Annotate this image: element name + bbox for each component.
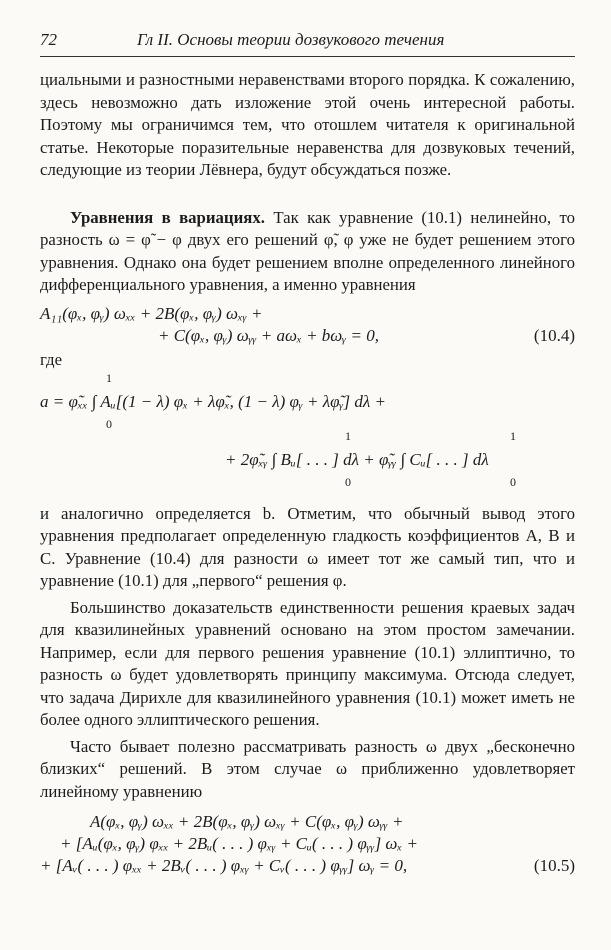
paragraph-variations [40,207,575,297]
paragraph-variations-text: Так как уравнение (10.1) нелинейно, то разность ω = φ̃ − φ двух его решений φ̃, φ уже не будет решением этого уравнения. Однако она будет решением вполне определенного линейного дифференциального уравнения, а именно уравнения [40,207,575,294]
where-word: где [40,349,63,369]
equation-10-4-line-2: + C(φₓ, φᵧ) ωᵧᵧ + aωₓ + bωᵧ = 0, (10.4) [158,325,575,345]
section-heading: Уравнения в вариациях. [70,207,265,227]
running-head: Гл II. Основы теории дозвукового течения [137,30,445,49]
equation-a: 1 0 a = φ̃ₓₓ ∫ Aᵤ[(1 − λ) φₓ + λφ̃ₓ, (1 − λ) φᵧ + λφ̃ᵧ] dλ + 1 0 1 0 + 2φ̃ₓᵧ ∫ Bᵤ[ . . . ] dλ + φ̃ᵧᵧ ∫ Cᵤ[ . . . ] dλ [40,371,575,483]
equation-number-10-5: (10.5) [533,856,575,875]
paragraph-uniqueness: Большинство доказательств единственности решения краевых задач для квазилинейных уравнений основано на этом простом замечании. Например, если для первого решения уравнение (10.1) эллиптично, то разность ω будет удовлетворять принципу максимума. Отсюда следует, что задача Дирихле для квазилинейного уравнения (10.1) может иметь не более одного эллиптического решения. [40,597,575,729]
equation-10-4-line-1: A₁₁(φₓ, φᵧ) ωₓₓ + 2B(φₓ, φᵧ) ωₓᵧ + [40,303,263,323]
equation-10-5-line-1: A(φₓ, φᵧ) ωₓₓ + 2B(φₓ, φᵧ) ωₓᵧ + C(φₓ, φᵧ) ωᵧᵧ + [90,812,404,831]
equation-number-10-4: (10.4) [533,325,575,345]
book-page [40,30,575,877]
equation-a-line-1: a = φ̃ₓₓ ∫ Aᵤ[(1 − λ) φₓ + λφ̃ₓ, (1 − λ) φᵧ + λφ̃ᵧ] dλ + [40,391,386,411]
equation-10-5-line-2: + [Aᵤ(φₓ, φᵧ) φₓₓ + 2Bᵤ( . . . ) φₓᵧ + Cᵤ( . . . ) φᵧᵧ] ωₓ + [60,834,418,853]
equation-a-line-2: + 2φ̃ₓᵧ ∫ Bᵤ[ . . . ] dλ + φ̃ᵧᵧ ∫ Cᵤ[ . . . ] dλ [225,449,489,469]
equation-10-5-line-3: + [Aᵥ( . . . ) φₓₓ + 2Bᵥ( . . . ) φₓᵧ + Cᵥ( . . . ) φᵧᵧ] ωᵧ = 0, (10.5) [40,856,575,875]
paragraph-continuation: циальными и разностными неравенствами второго порядка. К сожалению, здесь невозможно дать изложение этой очень интересной работы. Поэтому мы ограничимся тем, что отошлем читателя к оригинальной статье. Некоторые поразительные неравенства для дозвуковых течений, следующие из теории Лёвнера, будут обсуждаться позже. [40,70,575,179]
running-header [40,30,575,54]
page-number: 72 [40,30,57,49]
section-gap [40,182,575,207]
paragraph-infinitesimal: Часто бывает полезно рассматривать разность ω двух „бесконечно близких“ решений. В этом случае ω приближенно удовлетворяет линейному уравнению [40,736,575,801]
paragraph-coefficients: и аналогично определяется b. Отметим, что обычный вывод этого уравнения предполагает определенную гладкость коэффициентов A, B и C. Уравнение (10.4) для разности ω имеет тот же самый тип, что и уравнение (10.1) для „первого“ решения φ. [40,503,575,590]
header-rule [40,56,575,57]
